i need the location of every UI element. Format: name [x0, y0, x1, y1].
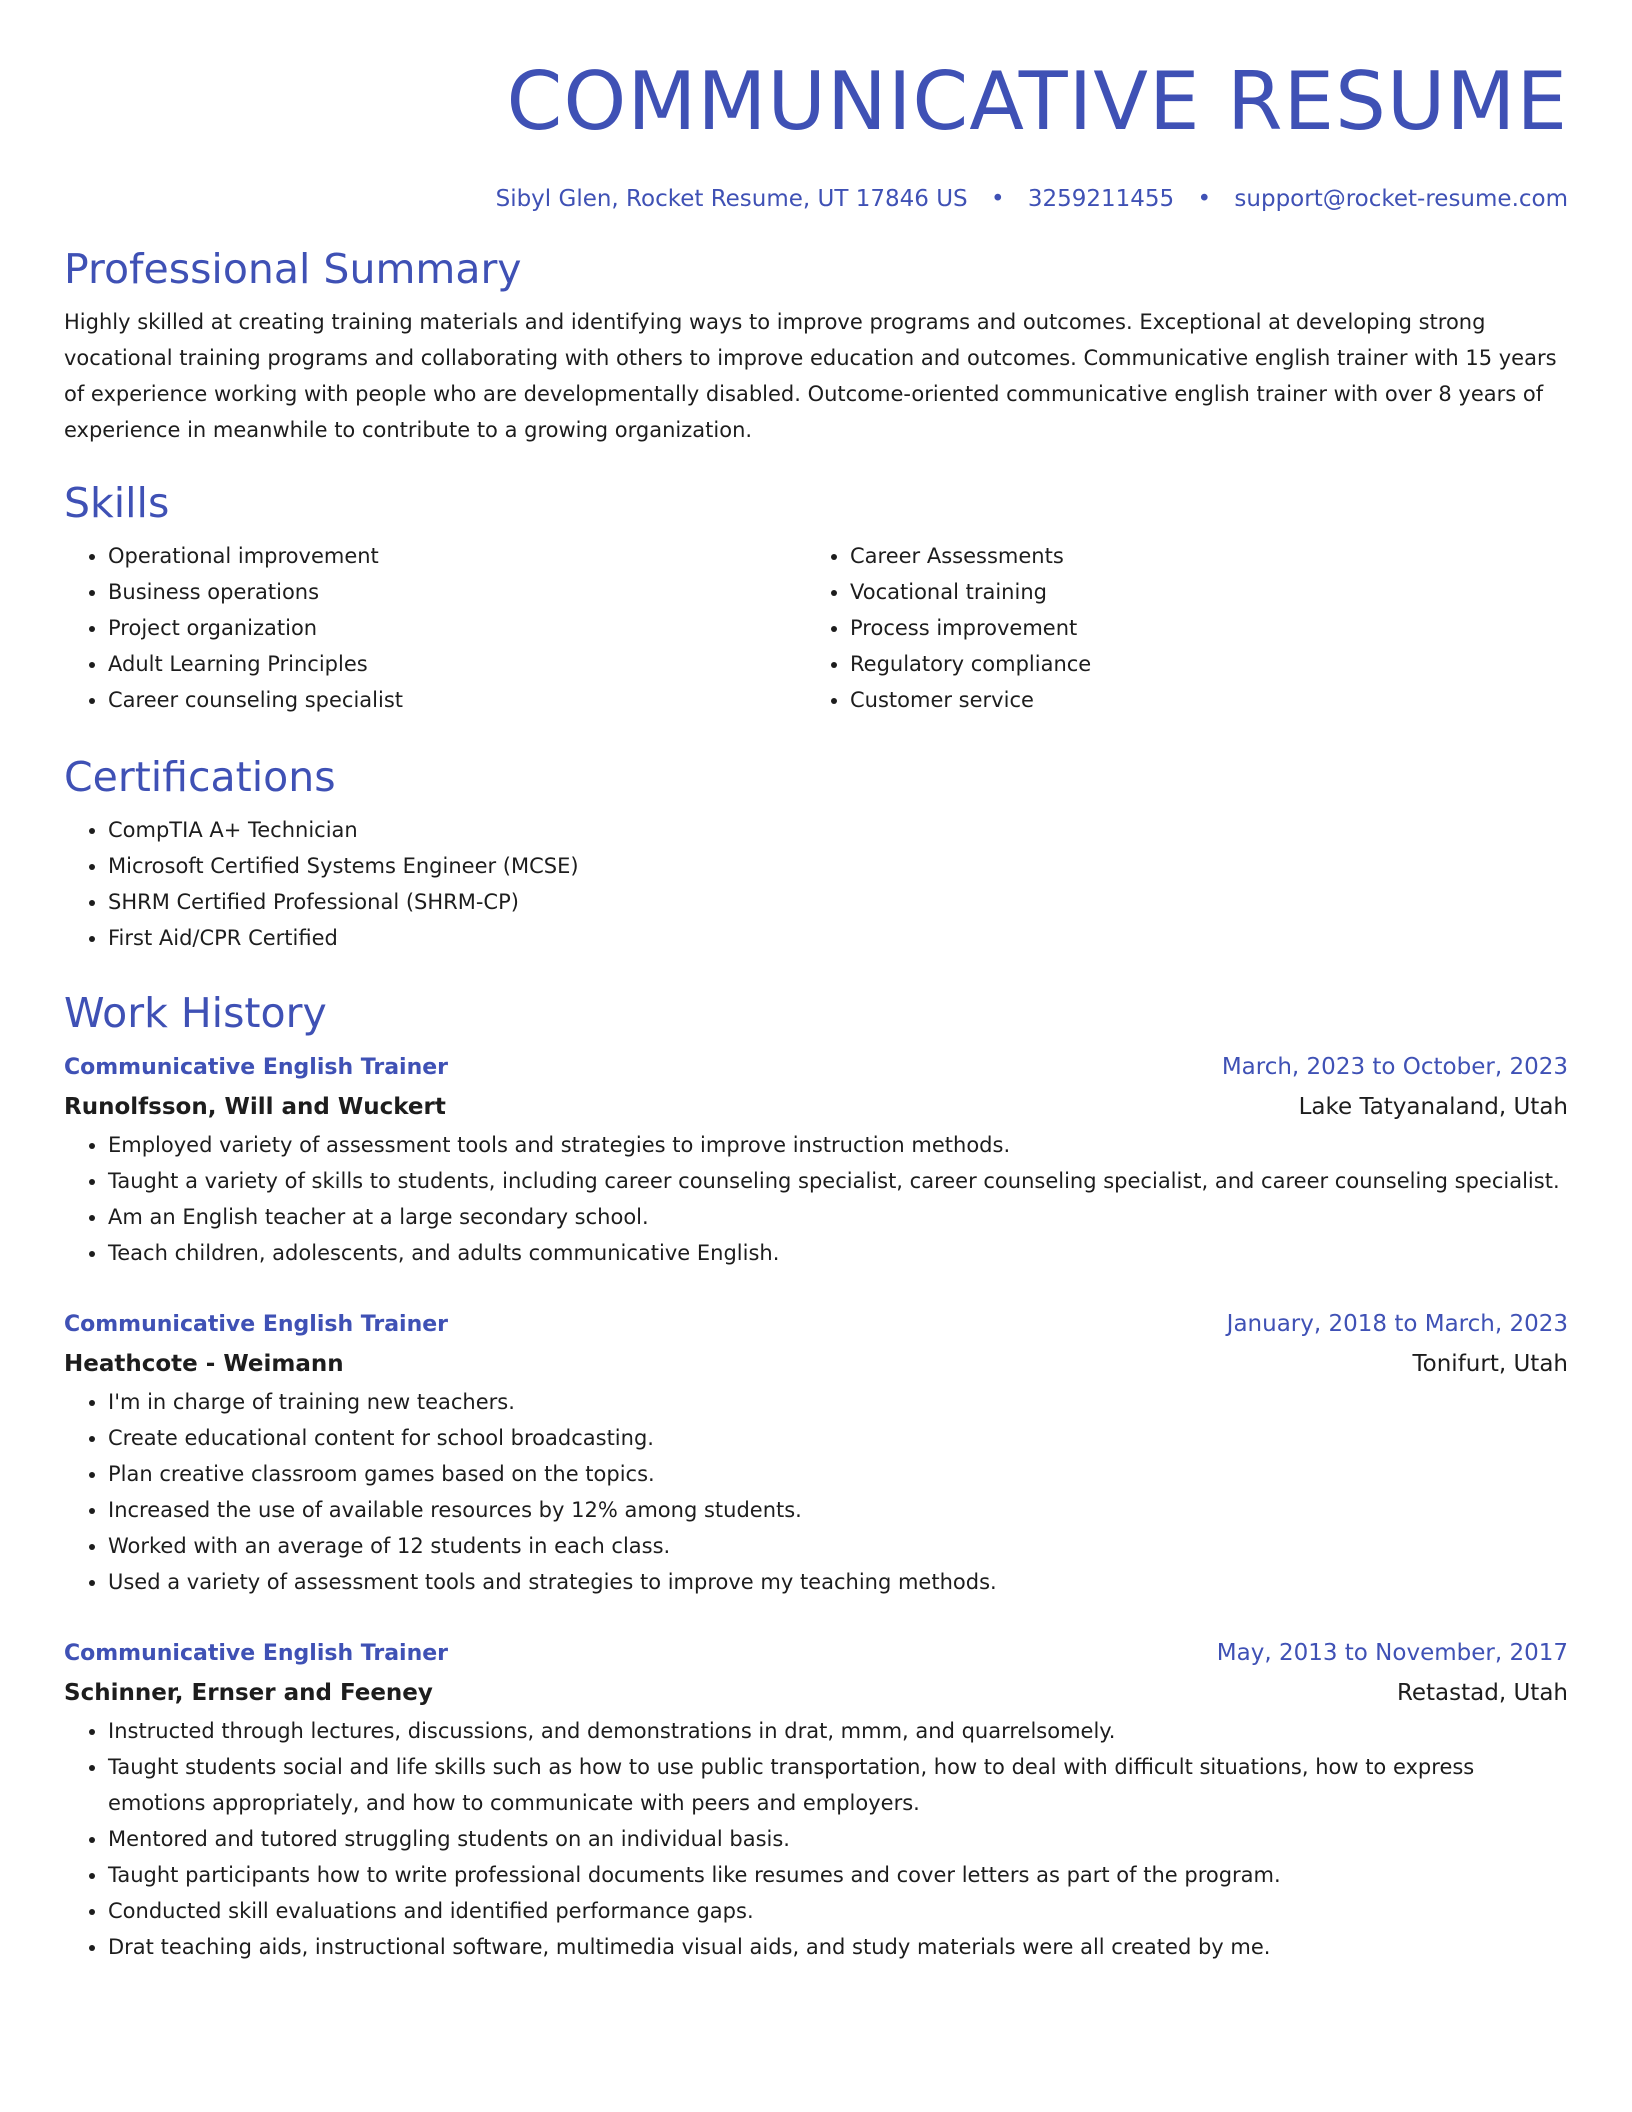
job-entry [64, 1305, 1568, 1600]
skills-column-right [806, 538, 1548, 718]
certifications-list [64, 812, 1568, 956]
job-header-row [64, 1634, 1568, 1673]
job-company: Schinner, Ernser and Feeney [64, 1680, 433, 1706]
resume-name: COMMUNICATIVE RESUME [506, 55, 1568, 148]
skills-column-left [64, 538, 806, 718]
list-item: • Project organization [108, 610, 806, 646]
job-bullets [64, 1713, 1568, 1965]
job-location: Lake Tatyanaland, Utah [1298, 1094, 1568, 1120]
list-item: • First Aid/CPR Certified [108, 920, 1568, 956]
certifications-section [64, 752, 1568, 956]
list-item: • Customer service [850, 682, 1548, 718]
job-dates: January, 2018 to March, 2023 [1226, 1311, 1568, 1337]
work-history-section [64, 988, 1568, 1965]
list-item: • Create educational content for school broadcasting. [108, 1420, 1568, 1456]
job-dates: March, 2023 to October, 2023 [1221, 1054, 1568, 1080]
list-item: • Used a variety of assessment tools and strategies to improve my teaching methods. [108, 1564, 1568, 1600]
summary-title: Professional Summary [64, 245, 522, 293]
list-item: • Instructed through lectures, discussions, and demonstrations in drat, mmm, and quarrelsomely. [108, 1713, 1568, 1749]
list-item: • Am an English teacher at a large secondary school. [108, 1199, 1568, 1235]
job-bullets [64, 1384, 1568, 1600]
list-item: • Teach children, adolescents, and adults communicative English. [108, 1235, 1568, 1271]
list-item: • Career counseling specialist [108, 682, 806, 718]
skills-title: Skills [64, 479, 170, 527]
list-item: • Taught students social and life skills such as how to use public transportation, how to deal with difficult situations, how to express emotions appropriately, and how to communicate with peers and employers. [108, 1749, 1568, 1821]
job-entry [64, 1634, 1568, 1965]
list-item: • Drat teaching aids, instructional software, multimedia visual aids, and study materials were all created by me. [108, 1929, 1568, 1965]
work-history-title: Work History [64, 989, 327, 1037]
list-item: • Vocational training [850, 574, 1548, 610]
job-entry [64, 1048, 1568, 1271]
job-location: Retastad, Utah [1396, 1680, 1568, 1706]
job-company-row [64, 1087, 1568, 1127]
job-company: Heathcote - Weimann [64, 1351, 344, 1377]
list-item: • Increased the use of available resources by 12% among students. [108, 1492, 1568, 1528]
resume-header [64, 0, 1568, 214]
list-item: • Microsoft Certified Systems Engineer (MCSE) [108, 848, 1568, 884]
contact-separator: • [1197, 186, 1212, 212]
job-location: Tonifurt, Utah [1412, 1351, 1568, 1377]
job-title: Communicative English Trainer [64, 1312, 449, 1337]
list-item: • CompTIA A+ Technician [108, 812, 1568, 848]
job-dates: May, 2013 to November, 2017 [1216, 1640, 1568, 1666]
list-item: • Conducted skill evaluations and identified performance gaps. [108, 1893, 1568, 1929]
summary-text: Highly skilled at creating training materials and identifying ways to improve programs and outcomes. Exceptional at developing strong vocational training programs and collaborating with others to improve education and outcomes. Communicative english trainer with 15 years of experience working with people who are developmentally disabled. Outcome-oriented communicative english trainer with over 8 years of experience in meanwhile to contribute to a growing organization. [64, 310, 1557, 442]
job-title: Communicative English Trainer [64, 1055, 449, 1080]
contact-separator: • [990, 186, 1005, 212]
list-item: • Mentored and tutored struggling students on an individual basis. [108, 1821, 1568, 1857]
skills-section [64, 478, 1568, 718]
contact-phone[interactable]: 3259211455 [1027, 186, 1175, 212]
list-item: • SHRM Certified Professional (SHRM-CP) [108, 884, 1568, 920]
summary-section [64, 244, 1568, 448]
list-item: • Business operations [108, 574, 806, 610]
job-header-row [64, 1305, 1568, 1344]
skills-list-right [806, 538, 1548, 718]
list-item: • Employed variety of assessment tools and strategies to improve instruction methods. [108, 1127, 1568, 1163]
list-item: • Career Assessments [850, 538, 1548, 574]
contact-email[interactable]: support@rocket-resume.com [1234, 186, 1568, 212]
skills-grid [64, 538, 1568, 718]
job-company: Runolfsson, Will and Wuckert [64, 1094, 446, 1120]
list-item: • Regulatory compliance [850, 646, 1548, 682]
job-title: Communicative English Trainer [64, 1641, 449, 1666]
contact-line [64, 184, 1568, 214]
list-item: • Plan creative classroom games based on the topics. [108, 1456, 1568, 1492]
certifications-title: Certifications [64, 753, 336, 801]
skills-list-left [64, 538, 806, 718]
job-company-row [64, 1673, 1568, 1713]
list-item: • Worked with an average of 12 students in each class. [108, 1528, 1568, 1564]
list-item: • Taught participants how to write professional documents like resumes and cover letters as part of the program. [108, 1857, 1568, 1893]
jobs-container [64, 1048, 1568, 1965]
job-bullets [64, 1127, 1568, 1271]
list-item: • Taught a variety of skills to students, including career counseling specialist, career counseling specialist, and career counseling specialist. [108, 1163, 1568, 1199]
list-item: • Adult Learning Principles [108, 646, 806, 682]
list-item: • Process improvement [850, 610, 1548, 646]
job-company-row [64, 1344, 1568, 1384]
contact-address: Sibyl Glen, Rocket Resume, UT 17846 US [495, 186, 968, 212]
list-item: • Operational improvement [108, 538, 806, 574]
job-header-row [64, 1048, 1568, 1087]
list-item: • I'm in charge of training new teachers. [108, 1384, 1568, 1420]
